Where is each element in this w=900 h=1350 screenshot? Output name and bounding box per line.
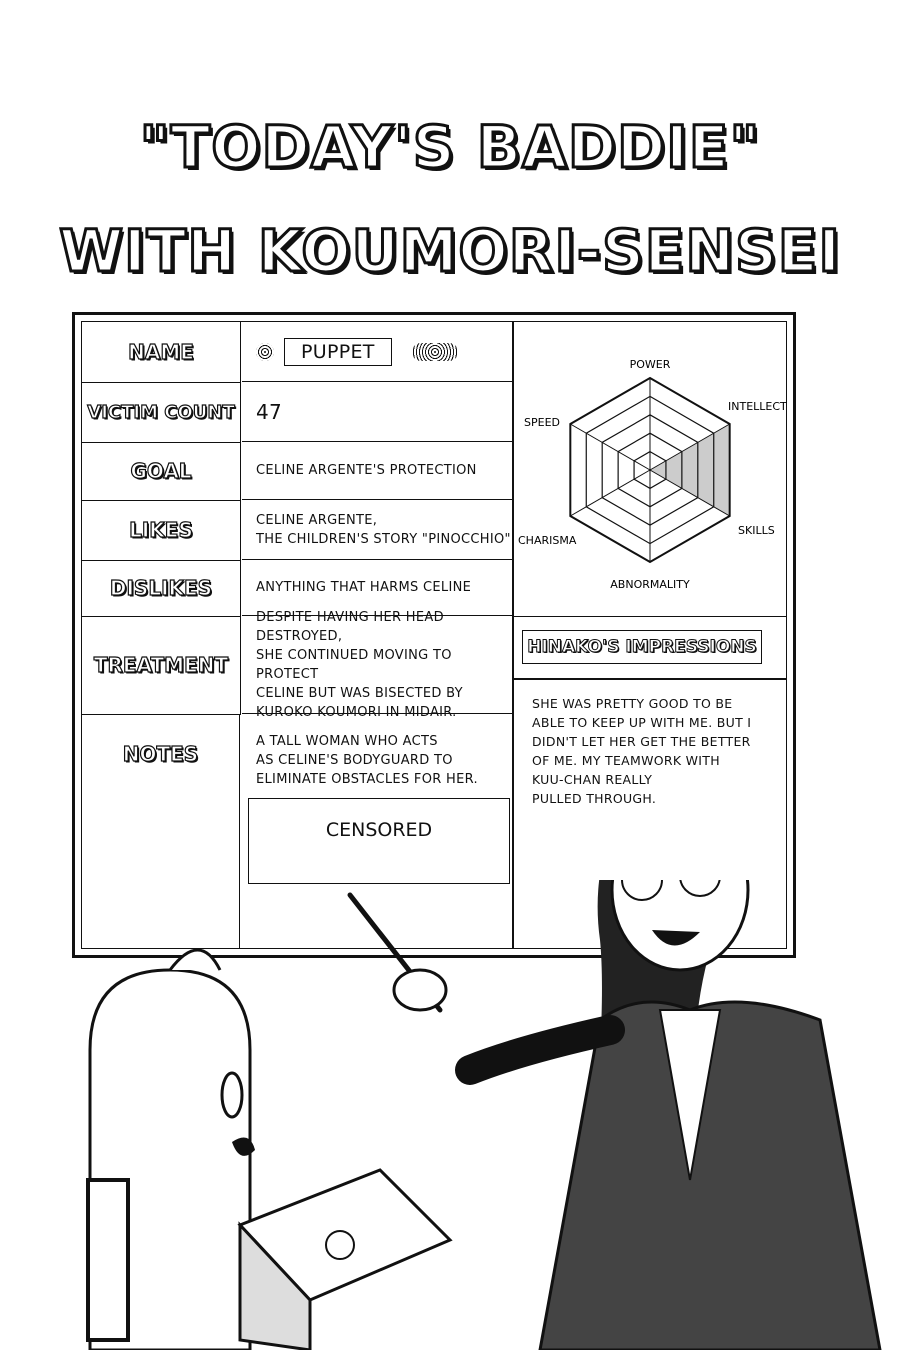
page-title-line-1: "TODAY'S BADDIE"	[139, 113, 761, 181]
radar-axis-label: CHARISMA	[518, 534, 577, 547]
likes-line: THE CHILDREN'S STORY "PINOCCHIO"	[256, 531, 511, 547]
goal-value: CELINE ARGENTE'S PROTECTION	[242, 442, 512, 500]
radar-axis-label: SKILLS	[738, 524, 775, 537]
victim-count-value: 47	[242, 382, 512, 442]
radar-spoke	[570, 424, 650, 470]
name-value: PUPPET	[284, 338, 392, 366]
victim-count-label: VICTIM COUNT	[82, 382, 241, 443]
teacher-figure	[394, 880, 880, 1350]
impressions-title: HINAKO'S IMPRESSIONS	[522, 630, 762, 664]
treatment-line: CELINE BUT WAS BISECTED BY	[256, 685, 463, 701]
notes-line: AS CELINE'S BODYGUARD TO	[256, 753, 453, 768]
radar-chart	[514, 322, 790, 616]
profile-table	[81, 321, 787, 949]
profile-board	[72, 312, 796, 958]
impressions-line: DIDN'T LET HER GET THE BETTER	[532, 734, 751, 749]
radar-axis-label: SPEED	[524, 416, 560, 429]
treatment-line: DESPITE HAVING HER HEAD DESTROYED,	[256, 609, 444, 644]
treatment-value	[242, 609, 512, 720]
impressions-line: KUU-CHAN REALLY	[532, 772, 653, 787]
likes-line: CELINE ARGENTE,	[256, 512, 378, 528]
radar-grid	[570, 378, 729, 562]
impressions-divider	[514, 678, 786, 680]
notes-line: ELIMINATE OBSTACLES FOR HER.	[256, 772, 478, 787]
stats-radar-cell	[514, 322, 786, 617]
treatment-line: SHE CONTINUED MOVING TO PROTECT	[256, 647, 452, 682]
dislikes-value: ANYTHING THAT HARMS CELINE	[242, 560, 512, 616]
impressions-line: PULLED THROUGH.	[532, 791, 657, 806]
dislikes-label: DISLIKES	[82, 560, 241, 617]
impressions-line: SHE WAS PRETTY GOOD TO BE	[532, 696, 733, 711]
chair	[88, 1180, 128, 1340]
radar-axis-label: INTELLECT	[728, 400, 787, 413]
radar-axis-label: POWER	[629, 358, 671, 371]
impressions-text	[532, 694, 772, 808]
scribble-mark	[256, 343, 274, 361]
illustration	[0, 880, 900, 1350]
treatment-line: KUROKO KOUMORI IN MIDAIR.	[256, 704, 457, 720]
page-title-line-2: WITH KOUMORI-SENSEI	[59, 217, 841, 285]
radar-spoke	[570, 470, 650, 516]
scribble-mark	[412, 343, 458, 361]
notes-line: A TALL WOMAN WHO ACTS	[256, 734, 438, 749]
likes-value	[242, 500, 512, 560]
goal-label: GOAL	[82, 442, 241, 501]
desk	[240, 1170, 450, 1350]
treatment-label: TREATMENT	[82, 616, 241, 715]
impressions-line: OF ME. MY TEAMWORK WITH	[532, 753, 720, 768]
name-row	[242, 322, 512, 382]
notes-label: NOTES	[82, 714, 240, 948]
notes-value	[256, 732, 478, 789]
name-label: NAME	[82, 322, 241, 383]
radar-axis-label: ABNORMALITY	[610, 578, 690, 591]
impressions-line: ABLE TO KEEP UP WITH ME. BUT I	[532, 715, 752, 730]
censored-box: CENSORED	[248, 798, 510, 884]
likes-label: LIKES	[82, 500, 241, 561]
